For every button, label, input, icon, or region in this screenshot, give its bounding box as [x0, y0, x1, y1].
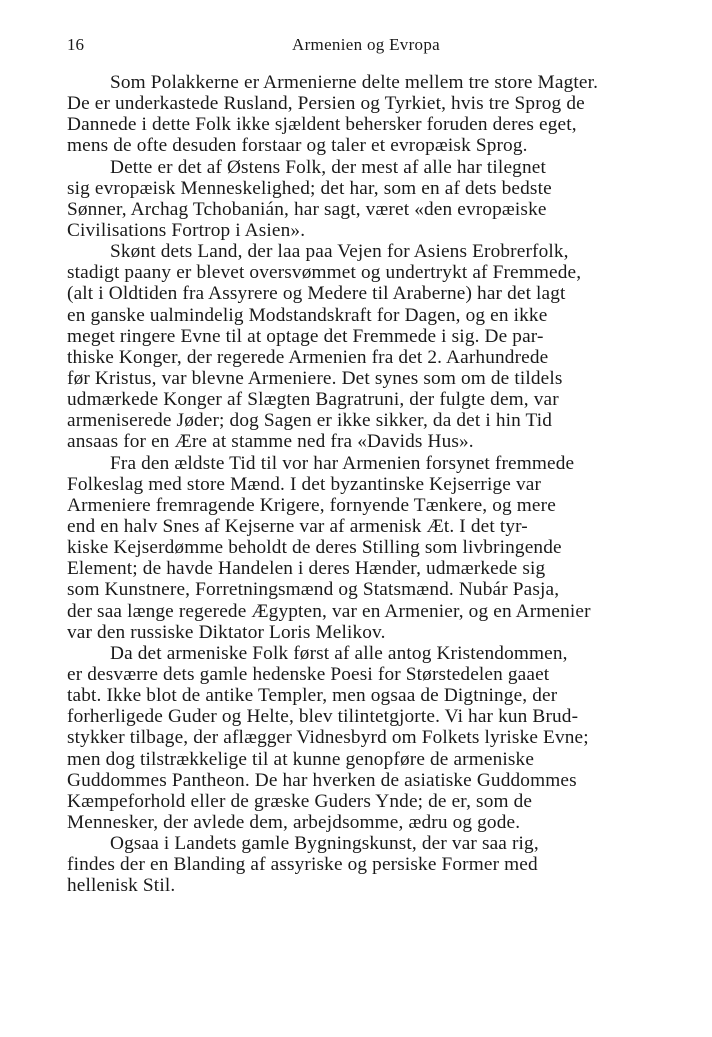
- text-line: en ganske ualmindelig Modstandskraft for Dagen, og en ikke: [67, 304, 548, 326]
- paragraph: [67, 833, 665, 896]
- text-line: før Kristus, var blevne Armeniere. Det synes som om de tildels: [67, 367, 563, 389]
- text-line: Da det armeniske Folk først af alle antog Kristendommen,: [110, 642, 568, 664]
- text-line: Skønt dets Land, der laa paa Vejen for Asiens Erobrerfolk,: [110, 241, 569, 263]
- text-line: stadigt paany er blevet oversvømmet og undertrykt af Fremmede,: [67, 262, 582, 284]
- text-line: Guddommes Pantheon. De har hverken de asiatiske Guddommes: [67, 769, 577, 791]
- text-line: end en halv Snes af Kejserne var af armenisk Æt. I det tyr-: [67, 515, 528, 537]
- paragraph: [67, 241, 665, 452]
- text-line: De er underkastede Rusland, Persien og Tyrkiet, hvis tre Sprog de: [67, 93, 585, 115]
- text-line: Sønner, Archag Tchobanián, har sagt, været «den evropæiske: [67, 198, 547, 220]
- text-line: tabt. Ikke blot de antike Templer, men ogsaa de Digtninge, der: [67, 685, 558, 707]
- text-line: hellenisk Stil.: [67, 875, 176, 897]
- text-line: armeniserede Jøder; dog Sagen er ikke sikker, da det i hin Tid: [67, 410, 553, 432]
- page-number: 16: [67, 35, 84, 54]
- text-line: Ogsaa i Landets gamle Bygningskunst, der var saa rig,: [110, 833, 539, 855]
- running-title: Armenien og Evropa: [292, 35, 440, 54]
- text-line: mens de ofte desuden forstaar og taler et evropæisk Sprog.: [67, 135, 528, 157]
- text-line: findes der en Blanding af assyriske og persiske Former med: [67, 854, 538, 876]
- text-line: Armeniere fremragende Krigere, fornyende Tænkere, og mere: [67, 494, 556, 516]
- paragraph: [67, 72, 665, 157]
- text-line: Folkeslag med store Mænd. I det byzantinske Kejserrige var: [67, 473, 542, 495]
- paragraph: [67, 453, 665, 643]
- text-line: som Kunstnere, Forretningsmænd og Statsmænd. Nubár Pasja,: [67, 579, 560, 601]
- text-line: udmærkede Konger af Slægten Bagratruni, der fulgte dem, var: [67, 389, 559, 411]
- text-line: ansaas for en Ære at stamme ned fra «Davids Hus».: [67, 431, 474, 453]
- text-line: stykker tilbage, der aflægger Vidnesbyrd om Folkets lyriske Evne;: [67, 727, 589, 749]
- paragraph: [67, 643, 665, 833]
- text-line: men dog tilstrækkelige til at kunne genopføre de armeniske: [67, 748, 535, 770]
- text-line: var den russiske Diktator Loris Melikov.: [67, 621, 386, 643]
- body-text: [67, 72, 665, 896]
- text-line: Kæmpeforhold eller de græske Guders Ynde; de er, som de: [67, 790, 533, 812]
- text-line: Element; de havde Handelen i deres Hænder, udmærkede sig: [67, 558, 546, 580]
- text-line: kiske Kejserdømme beholdt de deres Stilling som livbringende: [67, 537, 562, 559]
- text-line: Dannede i dette Folk ikke sjældent behersker foruden deres eget,: [67, 114, 577, 136]
- text-line: Mennesker, der avlede dem, arbejdsomme, ædru og gode.: [67, 811, 521, 833]
- text-line: Som Polakkerne er Armenierne delte mellem tre store Magter.: [110, 72, 599, 93]
- text-line: meget ringere Evne til at optage det Fremmede i sig. De par-: [67, 325, 544, 347]
- text-line: der saa længe regerede Ægypten, var en Armenier, og en Armenier: [67, 600, 591, 622]
- text-line: thiske Konger, der regerede Armenien fra det 2. Aarhundrede: [67, 346, 549, 368]
- text-line: Fra den ældste Tid til vor har Armenien forsynet fremmede: [110, 452, 575, 474]
- text-line: Civilisations Fortrop i Asien».: [67, 219, 306, 241]
- text-line: er desværre dets gamle hedenske Poesi for Størstedelen gaaet: [67, 663, 550, 685]
- running-head: [67, 34, 665, 56]
- text-line: forherligede Guder og Helte, blev tilintetgjorte. Vi har kun Brud-: [67, 706, 579, 728]
- text-line: sig evropæisk Menneskelighed; det har, som en af dets bedste: [67, 177, 552, 199]
- text-line: (alt i Oldtiden fra Assyrere og Medere til Araberne) har det lagt: [67, 283, 566, 305]
- paragraph: [67, 157, 665, 242]
- text-line: Dette er det af Østens Folk, der mest af alle har tilegnet: [110, 156, 546, 178]
